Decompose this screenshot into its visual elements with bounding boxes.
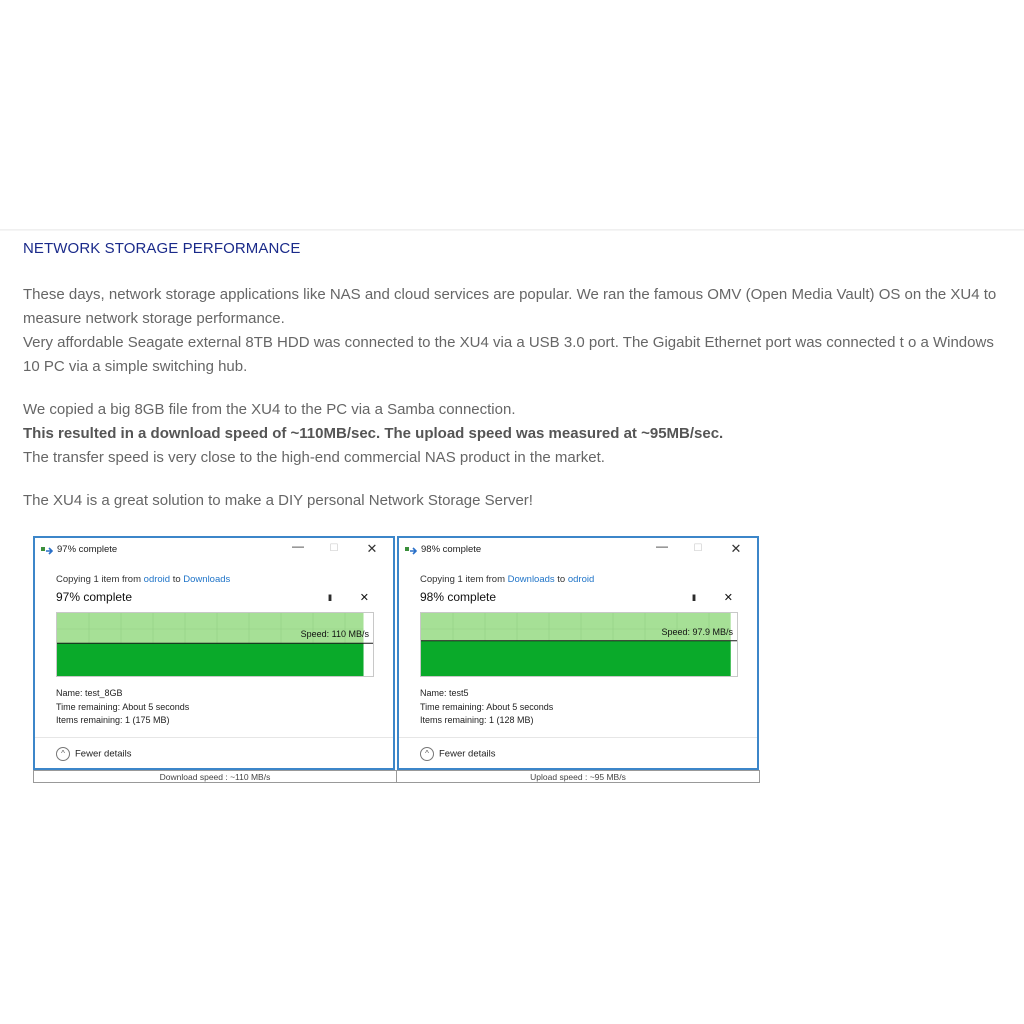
minimize-button[interactable]: — <box>656 539 668 553</box>
pause-button[interactable]: II <box>327 593 331 603</box>
destination-link[interactable]: Downloads <box>183 574 231 585</box>
paragraph-intro <box>23 283 1008 379</box>
items-remaining: Items remaining: 1 (128 MB) <box>420 715 534 725</box>
cancel-button[interactable]: ✕ <box>723 592 733 604</box>
transfer-info <box>56 687 189 728</box>
dialog-title: 98% complete <box>421 544 482 555</box>
throughput-area <box>57 643 364 676</box>
fewer-details-label: Fewer details <box>75 748 132 760</box>
speed-label: Speed: 97.9 MB/s <box>661 626 733 637</box>
transfer-screenshot <box>33 536 760 783</box>
close-button[interactable]: ✕ <box>366 541 378 556</box>
pause-button[interactable]: II <box>691 593 695 603</box>
fewer-details-button[interactable] <box>420 747 496 761</box>
details-separator <box>399 737 757 738</box>
percent-complete: 97% complete <box>56 590 133 604</box>
paragraph-results-line3: The transfer speed is very close to the high-end commercial NAS product in the market. <box>23 449 605 466</box>
paragraph-results-bold <box>23 422 1008 446</box>
paragraph-results-line1: We copied a big 8GB file from the XU4 to the PC via a Samba connection. <box>23 401 516 418</box>
section-title: NETWORK STORAGE PERFORMANCE <box>23 240 301 257</box>
cancel-button[interactable]: ✕ <box>359 592 369 604</box>
minimize-button[interactable]: — <box>292 539 304 553</box>
speed-graph-chart <box>57 613 373 676</box>
copy-prefix: Copying 1 item from <box>420 574 508 585</box>
file-name: Name: test5 <box>420 688 469 698</box>
source-link[interactable]: odroid <box>143 574 171 585</box>
dialog-title: 97% complete <box>57 544 118 555</box>
dialog-titlebar <box>399 538 757 562</box>
fewer-details-button[interactable] <box>56 747 132 761</box>
header-divider <box>0 229 1024 231</box>
copy-description <box>56 574 230 585</box>
file-name: Name: test_8GB <box>56 688 123 698</box>
fewer-details-label: Fewer details <box>439 748 496 760</box>
items-remaining: Items remaining: 1 (175 MB) <box>56 715 170 725</box>
copy-dialog-upload <box>397 536 759 770</box>
copy-description <box>420 574 594 585</box>
copy-to-word: to <box>554 574 568 585</box>
chevron-up-icon: ^ <box>420 747 434 761</box>
paragraph-intro-line1: These days, network storage applications like NAS and cloud services are popular. We ran the famous OMV (Open Media Vault) OS on the XU4 to measure network storage performance. <box>23 286 997 327</box>
speed-label: Speed: 110 MB/s <box>300 629 369 640</box>
speed-results-text: This resulted in a download speed of ~110MB/sec. The upload speed was measured at ~95MB/sec. <box>23 425 724 442</box>
time-remaining: Time remaining: About 5 seconds <box>56 701 190 712</box>
source-link[interactable]: Downloads <box>507 574 555 585</box>
maximize-button[interactable]: ☐ <box>693 543 703 554</box>
paragraph-results <box>23 398 1008 470</box>
speed-graph-chart <box>421 613 737 676</box>
speed-graph <box>420 612 738 677</box>
maximize-button[interactable]: ☐ <box>329 543 339 554</box>
paragraph-intro-line2: Very affordable Seagate external 8TB HDD was connected to the XU4 via a USB 3.0 port. The Gigabit Ethernet port was connected t o a Windows 10 PC via a simple switching hub. <box>23 334 994 375</box>
copy-icon <box>405 546 417 555</box>
copy-to-word: to <box>170 574 184 585</box>
time-remaining: Time remaining: About 5 seconds <box>420 701 554 712</box>
destination-link[interactable]: odroid <box>567 574 595 585</box>
close-button[interactable]: ✕ <box>730 541 742 556</box>
upload-caption: Upload speed : ~95 MB/s <box>530 772 626 782</box>
details-separator <box>35 737 393 738</box>
percent-complete: 98% complete <box>420 590 497 604</box>
throughput-area <box>421 641 731 676</box>
copy-icon <box>41 546 53 555</box>
transfer-info <box>420 687 553 728</box>
paragraph-conclusion: The XU4 is a great solution to make a DIY personal Network Storage Server! <box>23 492 533 509</box>
caption-bar <box>33 770 760 783</box>
copy-dialog-download <box>33 536 395 770</box>
dialog-titlebar <box>35 538 393 562</box>
copy-prefix: Copying 1 item from <box>56 574 144 585</box>
download-caption: Download speed : ~110 MB/s <box>34 771 397 782</box>
speed-graph <box>56 612 374 677</box>
chevron-up-icon: ^ <box>56 747 70 761</box>
